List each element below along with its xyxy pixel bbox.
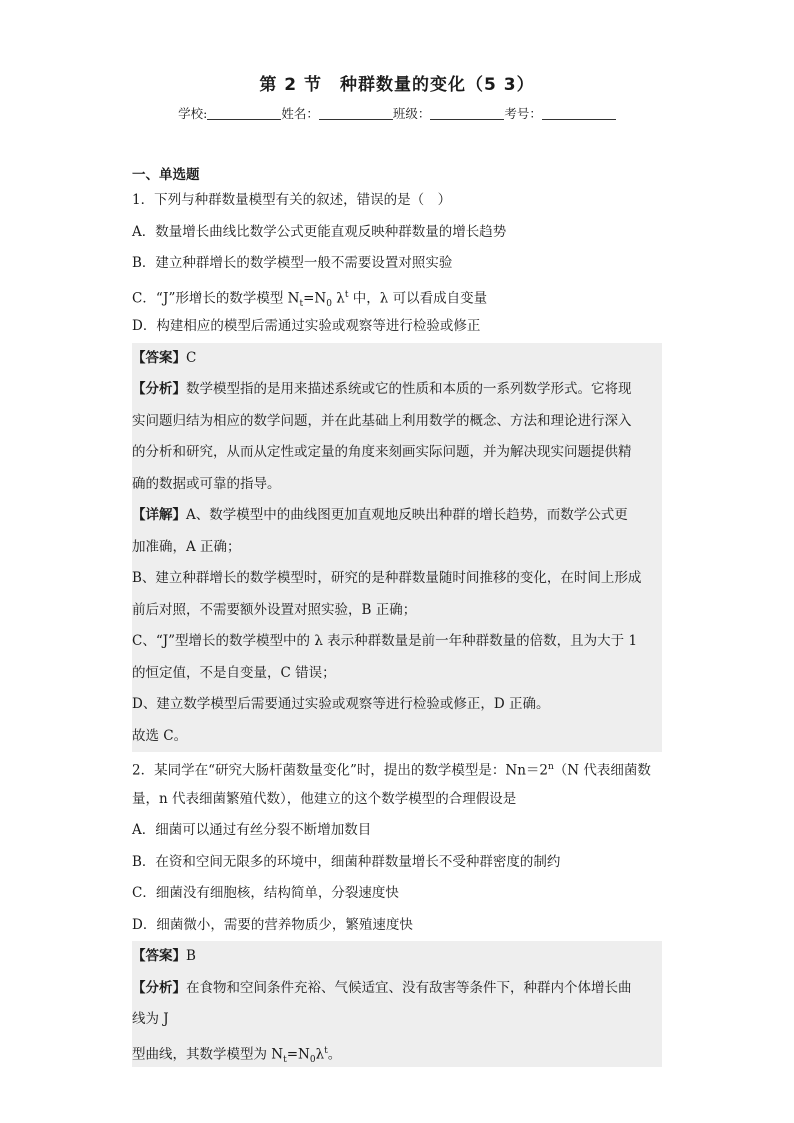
answer-value: C <box>186 349 197 366</box>
stem-text-pre: 2．某同学在“研究大肠杆菌数量变化”时，提出的数学模型是：Nn＝2 <box>132 762 548 779</box>
analysis-sub-0: 0 <box>309 1054 316 1065</box>
analysis-text: 在食物和空间条件充裕、气候适宜、没有敌害等条件下，种群内个体增长曲 <box>186 979 632 996</box>
question-2-analysis-line <box>132 973 662 1005</box>
content <box>132 165 662 1067</box>
answer-tag: 【答案】 <box>132 948 186 964</box>
analysis-tag: 【分析】 <box>132 381 186 397</box>
name-blank <box>319 107 393 120</box>
stem-sup-n: n <box>548 762 554 772</box>
question-1-analysis-line: 确的数据或可靠的指导。 <box>132 475 281 492</box>
answer-tag: 【答案】 <box>132 349 186 366</box>
analysis-text-post: 。 <box>327 1046 342 1062</box>
question-1-detail-line: C、“J”型增长的数学模型中的 λ 表示种群数量是前一年种群数量的倍数，且为大于 1 <box>132 633 638 649</box>
analysis-text-mid: =N <box>286 1046 310 1062</box>
question-2-analysis-line: 线为 J <box>132 1011 169 1027</box>
analysis-lambda: λ <box>315 1046 325 1062</box>
question-1-stem: 1．下列与种群数量模型有关的叙述，错误的是（ ） <box>132 192 452 208</box>
section-title: 一、单选题 <box>132 167 200 183</box>
question-2-answer <box>132 941 662 973</box>
question-1-analysis-line: 实问题归结为相应的数学问题，并在此基础上利用数学的概念、方法和理论进行深入 <box>132 412 632 429</box>
option-c-text-pre: C．“J”形增长的数学模型 N <box>132 290 300 306</box>
stem-text-post: （N 代表细菌数 <box>553 762 651 779</box>
exam-no-blank <box>542 107 616 120</box>
analysis-text: 数学模型指的是用来描述系统或它的性质和本质的一系列数学形式。它将现 <box>186 381 632 397</box>
school-blank <box>207 107 281 120</box>
question-1 <box>132 185 662 752</box>
question-1-option-c <box>132 280 662 312</box>
analysis-tag: 【分析】 <box>132 979 186 996</box>
question-2 <box>132 752 662 1067</box>
detail-tag: 【详解】 <box>132 507 186 523</box>
question-1-detail-line: D、建立数学模型后需要通过实验或观察等进行检验或修正，D 正确。 <box>132 696 550 712</box>
student-info-line <box>0 104 794 122</box>
option-c-text-post: 中，λ 可以看成自变量 <box>348 290 488 306</box>
option-c-sub-0: 0 <box>326 298 332 309</box>
question-1-analysis-line <box>132 374 662 406</box>
school-label: 学校: <box>178 106 208 121</box>
question-1-option-d: D．构建相应的模型后需通过实验或观察等进行检验或修正 <box>132 318 481 334</box>
option-c-lambda: λ <box>331 290 345 306</box>
question-1-detail-line: 的恒定值，不是自变量，C 错误； <box>132 664 336 681</box>
question-1-detail-line <box>132 500 662 532</box>
question-1-answer-block <box>132 343 662 753</box>
class-blank <box>430 107 504 120</box>
question-2-stem-line-1 <box>132 752 662 784</box>
question-2-analysis-line <box>132 1036 662 1068</box>
question-1-option-a: A．数量增长曲线比数学公式更能直观反映种群数量的增长趋势 <box>132 223 507 240</box>
analysis-sup-t: t <box>324 1045 328 1056</box>
question-1-detail-line: B、建立种群增长的数学模型时，研究的是种群数量随时间推移的变化，在时间上形成 <box>132 570 642 586</box>
question-2-option-d: D．细菌微小，需要的营养物质少，繁殖速度快 <box>132 916 413 933</box>
name-label: 姓名： <box>281 106 319 121</box>
question-1-answer <box>132 343 662 375</box>
question-2-option-a: A．细菌可以通过有丝分裂不断增加数目 <box>132 822 372 838</box>
question-1-detail-line: 前后对照，不需要额外设置对照实验，B 正确； <box>132 601 417 618</box>
detail-text: A、数学模型中的曲线图更加直观地反映出种群的增长趋势，而数学公式更 <box>186 507 628 523</box>
question-2-option-c: C．细菌没有细胞核，结构简单，分裂速度快 <box>132 885 399 901</box>
question-2-answer-block <box>132 941 662 1067</box>
question-1-analysis-line: 的分析和研究，从而从定性或定量的角度来刻画实际问题，并为解决现实问题提供精 <box>132 444 632 460</box>
option-c-sup-t: t <box>344 289 349 300</box>
page-title: 第 2 节 种群数量的变化（5 3） <box>259 75 535 95</box>
question-1-conclusion: 故选 C。 <box>132 727 188 744</box>
exam-no-label: 考号： <box>504 106 542 121</box>
class-label: 班级： <box>392 106 431 121</box>
analysis-text-pre: 型曲线，其数学模型为 N <box>132 1046 284 1062</box>
option-c-text-mid: =N <box>303 290 327 306</box>
question-1-detail-line: 加准确，A 正确； <box>132 538 241 555</box>
analysis-sub-t: t <box>283 1054 287 1065</box>
question-2-stem-line-2: 量，n 代表细菌繁殖代数），他建立的这个数学模型的合理假设是 <box>132 790 517 807</box>
option-c-sub-t: t <box>299 298 304 309</box>
answer-value: B <box>186 948 196 964</box>
question-2-option-b: B．在资和空间无限多的环境中，细菌种群数量增长不受种群密度的制约 <box>132 853 561 870</box>
question-1-option-b: B．建立种群增长的数学模型一般不需要设置对照实验 <box>132 255 453 271</box>
